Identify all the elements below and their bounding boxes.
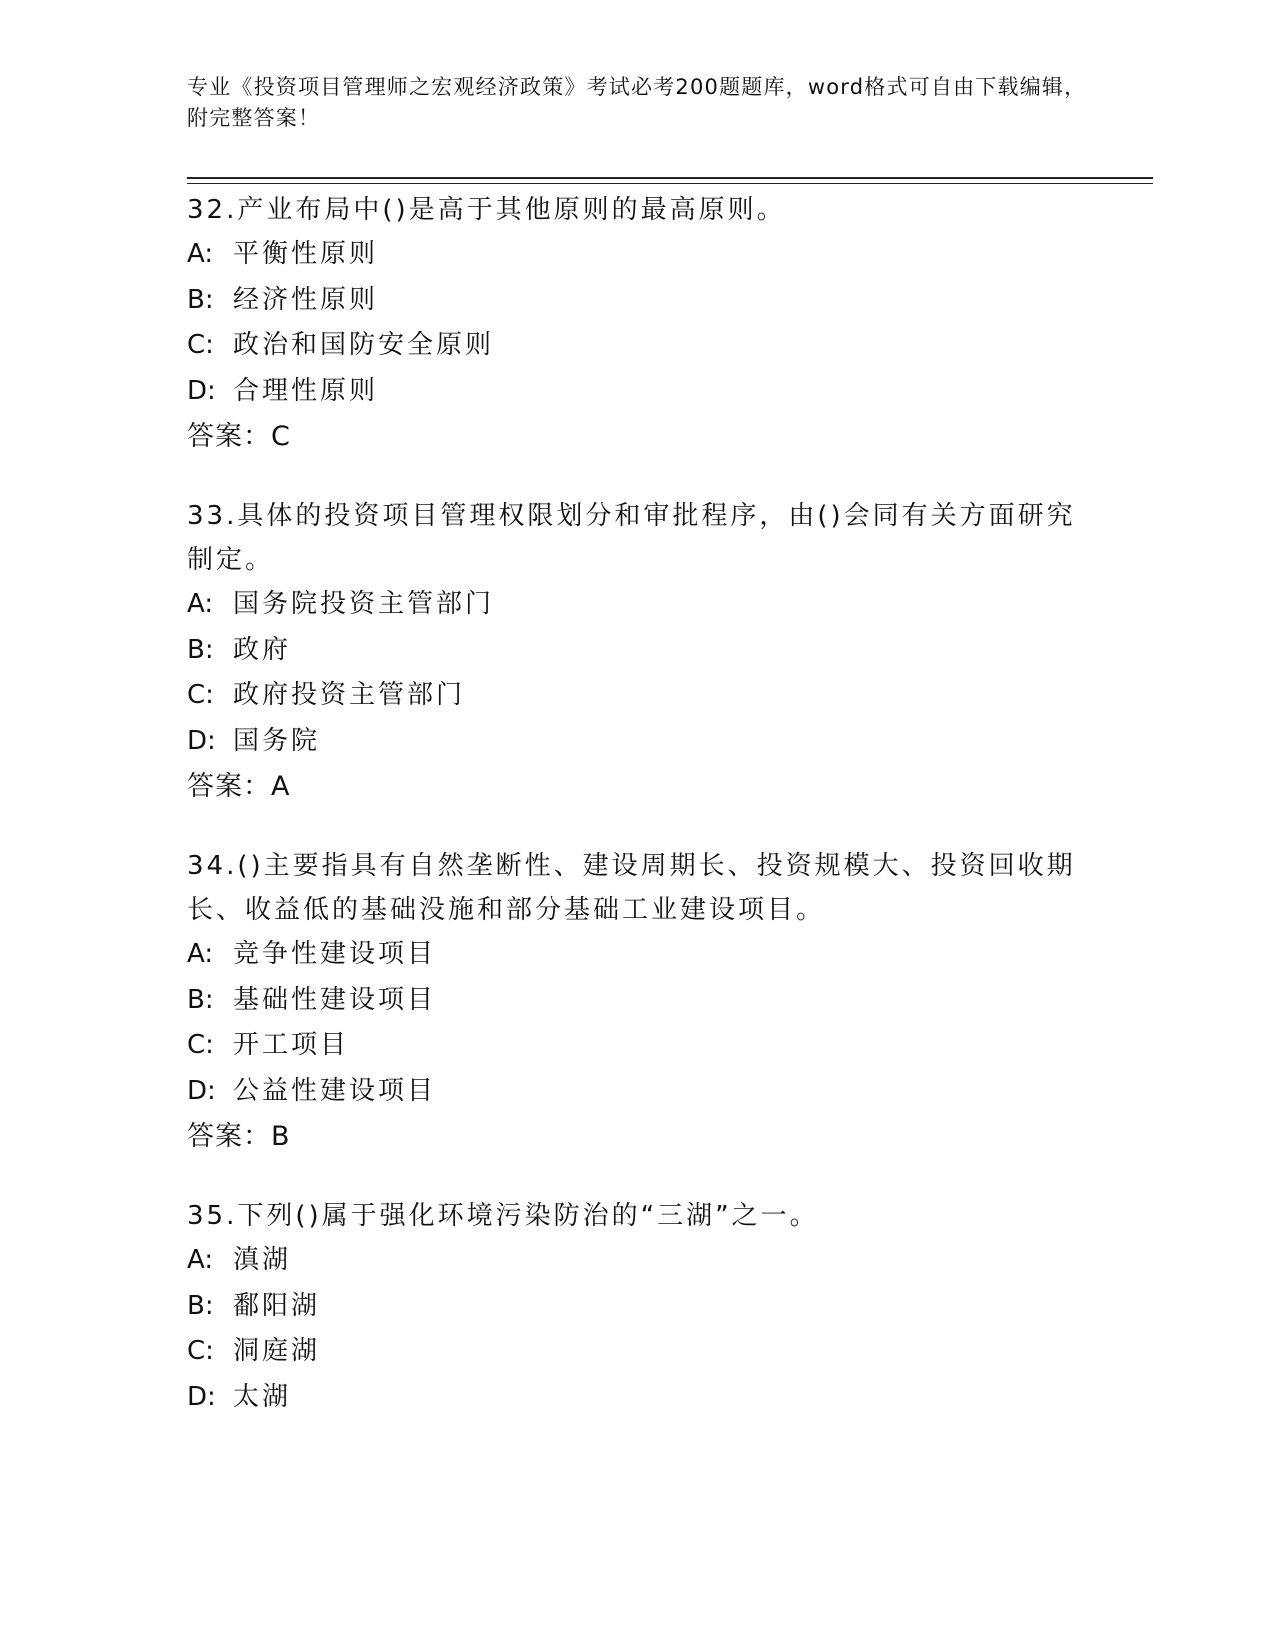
answer-line: 答案：B [187,1121,291,1152]
option-c [187,673,1087,719]
option-text: 基础性建设项目 [233,984,437,1015]
option-a [187,232,1087,278]
option-text: 国务院 [233,725,321,756]
option-c [187,1329,1087,1375]
question-list [187,188,1087,1454]
option-d [187,1069,1087,1115]
option-label: B: [187,634,214,665]
option-d [187,369,1087,415]
question-stem: 32.产业布局中()是高于其他原则的最高原则。 [187,195,786,225]
option-label: A: [187,1245,214,1275]
option-label: B: [187,1290,214,1321]
option-label: C: [187,330,214,360]
option-label: D: [187,375,216,406]
option-text: 政府投资主管部门 [233,680,466,710]
option-text: 太湖 [233,1381,292,1412]
option-a [187,932,1087,978]
option-label: C: [187,1030,214,1060]
option-label: C: [187,1336,214,1366]
option-text: 国务院投资主管部门 [233,589,495,619]
option-text: 合理性原则 [233,375,379,406]
option-label: B: [187,984,214,1015]
document-header: 专业《投资项目管理师之宏观经济政策》考试必考200题题库，word格式可自由下载编辑，附完整答案！ [187,75,1087,130]
option-label: B: [187,284,214,315]
option-text: 开工项目 [233,1030,350,1060]
question-stem: 34.()主要指具有自然垄断性、建设周期长、投资规模大、投资回收期长、收益低的基础没施和部分基础工业建设项目。 [187,851,1076,925]
answer-line: 答案：C [187,421,291,452]
option-label: C: [187,680,214,710]
option-label: A: [187,939,214,969]
option-text: 政府 [233,634,292,665]
option-c [187,1023,1087,1069]
option-b [187,278,1087,324]
option-text: 鄱阳湖 [233,1290,321,1321]
answer-line: 答案：A [187,771,291,802]
option-b [187,628,1087,674]
option-label: D: [187,1381,216,1412]
option-text: 政治和国防安全原则 [233,330,495,360]
option-label: A: [187,239,214,269]
question-32 [187,188,1087,460]
option-d [187,1375,1087,1421]
question-stem: 35.下列()属于强化环境污染防治的“三湖”之一。 [187,1201,819,1231]
header-divider-thick [187,177,1153,179]
option-b [187,1284,1087,1330]
option-c [187,323,1087,369]
question-33 [187,494,1087,810]
option-text: 竞争性建设项目 [233,939,437,969]
header-divider-thin [187,183,1153,184]
option-label: D: [187,1075,216,1106]
option-a [187,582,1087,628]
option-b [187,978,1087,1024]
option-text: 经济性原则 [233,284,379,315]
question-35 [187,1194,1087,1420]
option-text: 滇湖 [233,1245,292,1275]
option-label: A: [187,589,214,619]
option-d [187,719,1087,765]
question-stem: 33.具体的投资项目管理权限划分和审批程序，由()会同有关方面研究制定。 [187,501,1076,575]
option-text: 平衡性原则 [233,239,379,269]
option-text: 洞庭湖 [233,1336,321,1366]
option-text: 公益性建设项目 [233,1075,437,1106]
option-a [187,1238,1087,1284]
question-34 [187,844,1087,1160]
option-label: D: [187,725,216,756]
